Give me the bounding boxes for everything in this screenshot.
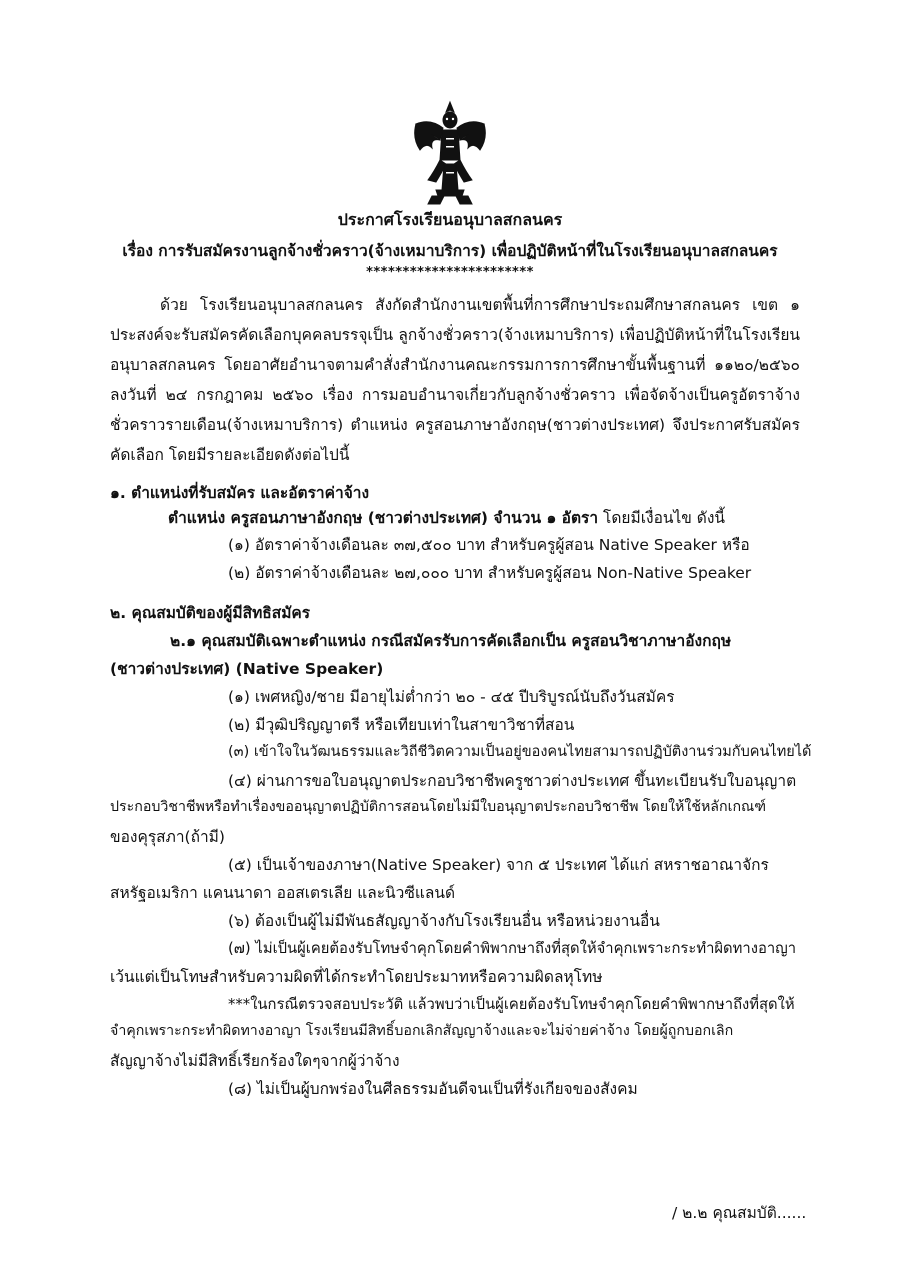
section1-heading: ๑. ตำแหน่งที่รับสมัคร และอัตราค่าจ้าง	[110, 484, 370, 502]
section2-1-heading: ๒.๑ คุณสมบัติเฉพาะตำแหน่ง กรณีสมัครรับการคัดเลือกเป็น ครูสอนวิชาภาษาอังกฤษ	[170, 632, 732, 650]
section2-heading: ๒. คุณสมบัติของผู้มีสิทธิสมัคร	[110, 604, 311, 622]
qualification-4-line3: ของคุรุสภา(ถ้ามี)	[110, 828, 225, 846]
qualification-5-line1: (๕) เป็นเจ้าของภาษา(Native Speaker) จาก ๕ ประเทศ ได้แก่ สหราชอาณาจักร	[228, 856, 769, 874]
qualification-4-line2: ประกอบวิชาชีพหรือทำเรื่องขออนุญาตปฏิบัติการสอนโดยไม่มีใบอนุญาตประกอบวิชาชีพ โดยให้ใช้หลักเกณฑ์	[110, 799, 766, 815]
announcement-subject: เรื่อง การรับสมัครงานลูกจ้างชั่วคราว(จ้างเหมาบริการ) เพื่อปฏิบัติหน้าที่ในโรงเรียนอนุบาลสกลนคร	[122, 242, 778, 260]
qualification-3: (๓) เข้าใจในวัฒนธรรมและวิถีชีวิตความเป็นอยู่ของคนไทยสามารถปฏิบัติงานร่วมกับคนไทยได้	[228, 744, 812, 760]
qualification-2: (๒) มีวุฒิปริญญาตรี หรือเทียบเท่าในสาขาวิชาที่สอน	[228, 716, 575, 734]
qualification-6: (๖) ต้องเป็นผู้ไม่มีพันธสัญญาจ้างกับโรงเรียนอื่น หรือหน่วยงานอื่น	[228, 912, 660, 930]
criminal-record-note-line1: ***ในกรณีตรวจสอบประวัติ แล้วพบว่าเป็นผู้เคยต้องรับโทษจำคุกโดยคำพิพากษาถึงที่สุดให้	[228, 996, 795, 1013]
garuda-emblem	[410, 98, 490, 208]
rate-item-1: (๑) อัตราค่าจ้างเดือนละ ๓๗,๕๐๐ บาท สำหรับครูผู้สอน Native Speaker หรือ	[228, 536, 750, 554]
continuation-marker: / ๒.๒ คุณสมบัติ......	[672, 1204, 807, 1222]
criminal-record-note-line3: สัญญาจ้างไม่มีสิทธิ์เรียกร้องใดๆจากผู้ว่าจ้าง	[110, 1052, 400, 1070]
qualification-4-line1: (๔) ผ่านการขอใบอนุญาตประกอบวิชาชีพครูชาวต่างประเทศ ขึ้นทะเบียนรับใบอนุญาต	[228, 772, 797, 790]
qualification-1: (๑) เพศหญิง/ชาย มีอายุไม่ต่ำกว่า ๒๐ - ๔๕ ปีบริบูรณ์นับถึงวันสมัคร	[228, 688, 675, 706]
announcement-title: ประกาศโรงเรียนอนุบาลสกลนคร	[337, 210, 563, 229]
qualification-7-line1: (๗) ไม่เป็นผู้เคยต้องรับโทษจำคุกโดยคำพิพากษาถึงที่สุดให้จำคุกเพราะกระทำผิดทางอาญา	[228, 940, 797, 957]
section2-1-heading-cont: (ชาวต่างประเทศ) (Native Speaker)	[110, 660, 384, 678]
position-title: ตำแหน่ง ครูสอนภาษาอังกฤษ (ชาวต่างประเทศ) จำนวน ๑ อัตรา	[168, 509, 599, 527]
criminal-record-note-line2: จำคุกเพราะกระทำผิดทางอาญา โรงเรียนมีสิทธิ์บอกเลิกสัญญาจ้างและจะไม่จ่ายค่าจ้าง โดยผู้ถูกบอกเลิก	[110, 1023, 734, 1039]
title-divider: ***********************	[366, 265, 534, 280]
qualification-8: (๘) ไม่เป็นผู้บกพร่องในศีลธรรมอันดีจนเป็นที่รังเกียจของสังคม	[228, 1080, 638, 1098]
position-line	[168, 505, 725, 530]
qualification-7-line2: เว้นแต่เป็นโทษสำหรับความผิดที่ได้กระทำโดยประมาทหรือความผิดลหุโทษ	[110, 968, 603, 986]
rate-item-2: (๒) อัตราค่าจ้างเดือนละ ๒๗,๐๐๐ บาท สำหรับครูผู้สอน Non-Native Speaker	[228, 564, 752, 582]
qualification-5-line2: สหรัฐอเมริกา แคนนาดา ออสเตรเลีย และนิวซีแลนด์	[110, 884, 456, 902]
position-condition: โดยมีเงื่อนไข ดังนี้	[598, 509, 726, 527]
intro-paragraph: ด้วย โรงเรียนอนุบาลสกลนคร สังกัดสำนักงานเขตพื้นที่การศึกษาประถมศึกษาสกลนคร เขต ๑ ประสงค์จะรับสมัครคัดเลือกบุคคลบรรจุเป็น ลูกจ้างชั่วคราว(จ้างเหมาบริการ) เพื่อปฏิบัติหน้าที่ในโรงเรียนอนุบาลสกลนคร โดยอาศัยอำนาจตามคำสั่งสำนักงานคณะกรรมการการศึกษาขั้นพื้นฐานที่ ๑๑๒๐/๒๕๖๐ ลงวันที่ ๒๔ กรกฎาคม ๒๕๖๐ เรื่อง การมอบอำนาจเกี่ยวกับลูกจ้างชั่วคราว เพื่อจัดจ้างเป็นครูอัตราจ้างชั่วคราวรายเดือน(จ้างเหมาบริการ) ตำแหน่ง ครูสอนภาษาอังกฤษ(ชาวต่างประเทศ) จึงประกาศรับสมัครคัดเลือก โดยมีรายละเอียดดังต่อไปนี้	[110, 296, 800, 464]
